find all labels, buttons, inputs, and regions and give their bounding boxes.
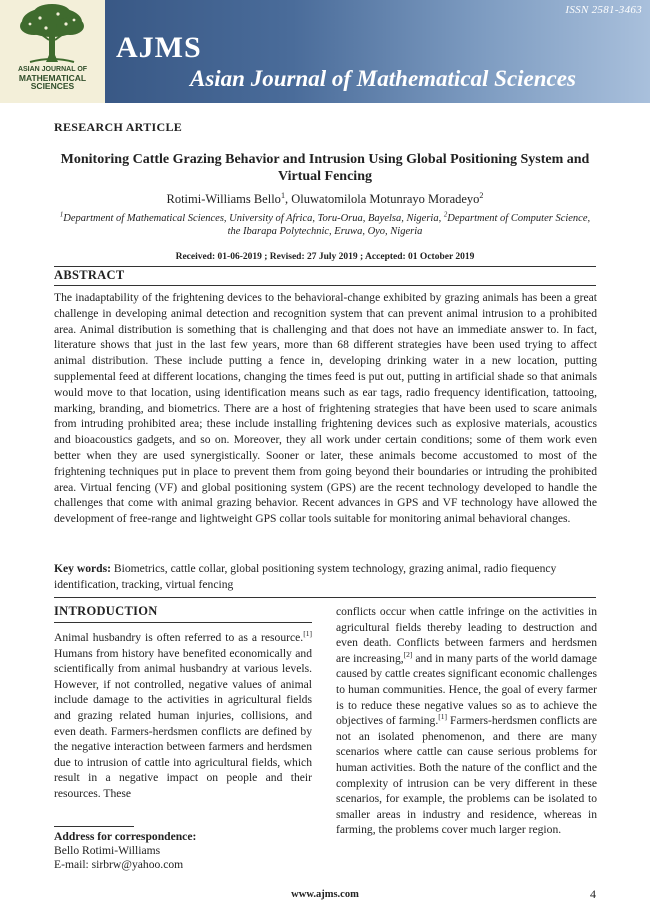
article-type: RESEARCH ARTICLE — [54, 120, 183, 134]
intro-left-column — [54, 630, 312, 802]
article-dates: Received: 01-06-2019 ; Revised: 27 July 2019 ; Accepted: 01 October 2019 — [175, 252, 475, 262]
intro-right-text-c: Farmers-herdsmen conflicts are not an isolated phenomenon, and there are many scenarios where cattle can cause serious problems for human activities. Both the nature of the conflict and the complexity of intrusion can be very different in these scenarios, for example, the problems can be isolated to smaller areas in industry and residence, whereas in farming, the problems cover much larger region. — [336, 714, 597, 837]
divider-top — [54, 266, 596, 267]
author-separator: , — [285, 192, 292, 206]
correspondence-name: Bello Rotimi-Williams — [54, 844, 161, 857]
divider-keywords — [54, 597, 596, 598]
journal-abbreviation: AJMS — [116, 31, 202, 64]
page-number: 4 — [590, 887, 596, 901]
affiliations — [54, 212, 596, 238]
author-2: Oluwatomilola Motunrayo Moradeyo — [291, 192, 480, 206]
affiliation-1: Department of Mathematical Sciences, University of Africa, Toru-Orua, Bayelsa, Nigeria, — [63, 213, 444, 224]
author-line — [54, 192, 596, 207]
affil-1-marker: 1 — [59, 211, 64, 219]
article-title: Monitoring Cattle Grazing Behavior and Intrusion Using Global Positioning System and Virtual Fencing — [60, 152, 590, 184]
correspondence-block — [54, 830, 196, 872]
author-1: Rotimi-Williams Bello — [166, 192, 281, 206]
logo-label — [4, 66, 101, 90]
citation-1: [1] — [303, 629, 312, 639]
affil-2-marker: 2 — [443, 211, 448, 219]
author-1-affil-marker: 1 — [280, 190, 285, 200]
intro-right-column — [336, 604, 597, 838]
journal-url: www.ajms.com — [291, 889, 359, 900]
footnote-rule — [54, 826, 134, 827]
citation-1-repeat: [1] — [438, 712, 448, 722]
intro-right-text-b: and in many parts of the world damage caused by cattle creates significant economic challenges to human communities. Hence, the goal of every farmer is to reduce these negative values so as to achieve the objectives of farming. — [336, 651, 598, 728]
tree-logo-icon — [0, 0, 105, 66]
intro-right-text-a: conflicts occur when cattle infringe on the activities in agricultural fields thereby leading to destruction and even death. Conflicts between farmers and herdsmen are increasing, — [336, 605, 597, 665]
logo-line3: SCIENCES — [30, 81, 75, 91]
intro-left-text-b: Humans from history have benefited economically and scientifically from animal husbandry at various levels. However, if not controlled, negative values of animal include damage to the activities in agricultural fields and grazing related human injuries, collisions, and even death. Farmers-herdsmen conflicts are defined by the negative interaction between farmers and herdsmen due to intrusion of cattle into agricultural fields, which result in a negative impact on people and their resources. These — [54, 646, 312, 800]
journal-banner — [0, 0, 650, 103]
journal-logo — [0, 0, 105, 103]
keywords-label: Key words: — [54, 562, 111, 575]
affiliation-2: Department of Computer Science, the Ibarapa Polytechnic, Eruwa, Oyo, Nigeria — [227, 213, 591, 237]
logo-line1: ASIAN JOURNAL OF — [17, 66, 88, 73]
divider-introduction — [54, 622, 312, 623]
correspondence-label: Address for correspondence: — [54, 830, 197, 843]
logo-line2: MATHEMATICAL — [18, 73, 87, 83]
journal-title: Asian Journal of Mathematical Sciences — [190, 66, 576, 91]
citation-2: [2] — [403, 649, 413, 659]
correspondence-email: E-mail: sirbrw@yahoo.com — [54, 858, 184, 871]
introduction-heading: INTRODUCTION — [54, 604, 158, 618]
author-2-affil-marker: 2 — [479, 190, 484, 200]
keywords-text: Biometrics, cattle collar, global positioning system technology, grazing animal, radio fiequency identification, tracking, virtual fencing — [54, 562, 557, 591]
issn-label: ISSN 2581-3463 — [565, 4, 642, 16]
abstract-heading: ABSTRACT — [54, 268, 125, 282]
keywords — [54, 561, 597, 593]
intro-left-text-a: Animal husbandry is often referred to as a resource. — [54, 631, 304, 644]
divider-abstract — [54, 285, 596, 286]
abstract-text: The inadaptability of the frightening devices to the behavioral-change exhibited by grazing animals has been a great challenge in developing animal detection and recognition system that can prevent animal intrusion to a prohibited area. Animal distribution is something that is challenging and that does not have an immediate answer to. In fact, literature shows that just in the last few years, more than 68 different strategies have been used trying to affect animal distribution. These include putting a fence in, developing drinking water in a new location, putting supplemental feed at different locations, changing the times feed is put out, putting in artificial shade so that animals would move to that location, using identification means such as ear tags, radio frequency identification, tattooing, marking, branding, and biometrics. There are a host of frightening strategies that have been used to scare animals from intruding prohibited area; these include installing frightening devices such as explosive materials, acoustics and bioacoustics gadgets, and so on. Moreover, they all work under certain conditions; some of them work even better when they are used synergistically. Sooner or later, these animals become accustomed to most of the frightening techniques put in place to prevent them from going beyond their boundaries or intruding the prohibited area. Virtual fencing (VF) and global positioning system (GPS) are the recent technology developed to handle the challenges that come with animal grazing behavior. Recent advances in GPS and VF technology have allowed the development of free-range and lightweight GPS collar tools suitable for monitoring animal behavioral changes. — [54, 291, 597, 526]
